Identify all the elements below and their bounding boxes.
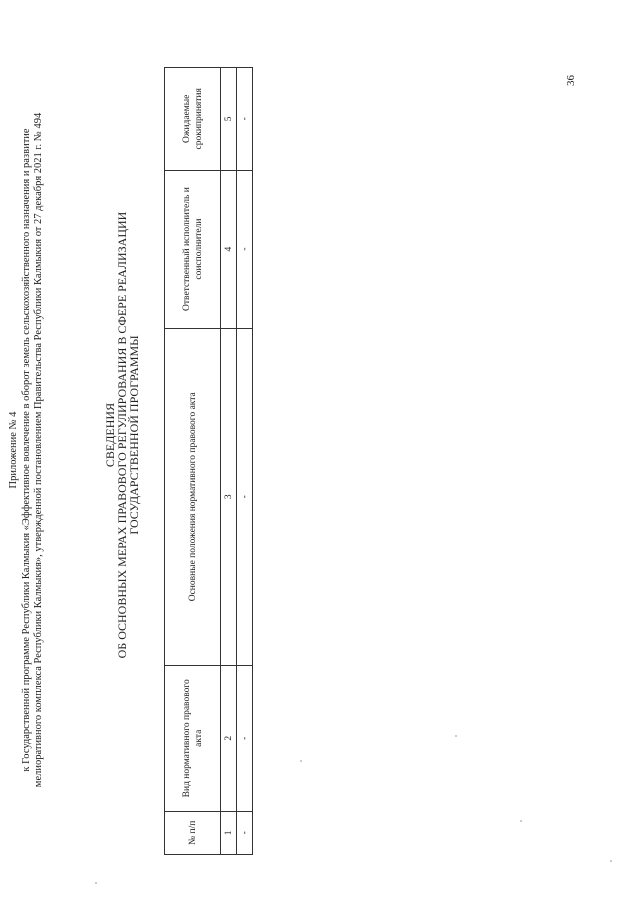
column-header-number: № п/п: [165, 811, 221, 854]
table-cell: 3: [221, 328, 237, 665]
document-header: [8, 35, 45, 865]
annex-label: Приложение № 4: [8, 411, 19, 489]
page-number: 36: [565, 75, 577, 86]
title-line-3: ГОСУДАРСТВЕННОЙ ПРОГРАММЫ: [127, 335, 141, 535]
header-line-2: мелиоративного комплекса Республики Калмыкия», утвержденной постановлением Правительства Республики Калмыкия от 27 декабря 2021 г. № 494: [33, 112, 44, 788]
column-header-responsible: Ответственный исполнитель и соисполнители: [165, 170, 221, 328]
table-cell: -: [237, 170, 253, 328]
document-title: [104, 85, 140, 785]
title-line-2: ОБ ОСНОВНЫХ МЕРАХ ПРАВОВОГО РЕГУЛИРОВАНИЯ В СФЕРЕ РЕАЛИЗАЦИИ: [115, 211, 129, 659]
column-header-main-provisions: Основные положения нормативного правового акта: [165, 328, 221, 665]
header-line-1: к Государственной программе Республики Калмыкия «Эффективное вовлечение в оборот земель сельскохозяйственного назначения и развитие: [21, 128, 32, 772]
table-row: [221, 68, 237, 855]
table-row: [237, 68, 253, 855]
table-cell: -: [237, 811, 253, 854]
table-cell: -: [237, 68, 253, 171]
table-cell: -: [237, 665, 253, 811]
table-cell: 4: [221, 170, 237, 328]
table-cell: -: [237, 328, 253, 665]
table-cell: 5: [221, 68, 237, 171]
table-cell: 2: [221, 665, 237, 811]
title-line-1: СВЕДЕНИЯ: [103, 402, 117, 468]
column-header-expected-dates: Ожидаемые срокипринятия: [165, 68, 221, 171]
column-header-act-type: Вид нормативного правового акта: [165, 665, 221, 811]
table-header-row: [165, 68, 221, 855]
regulation-measures-table: [164, 67, 253, 855]
table-cell: 1: [221, 811, 237, 854]
